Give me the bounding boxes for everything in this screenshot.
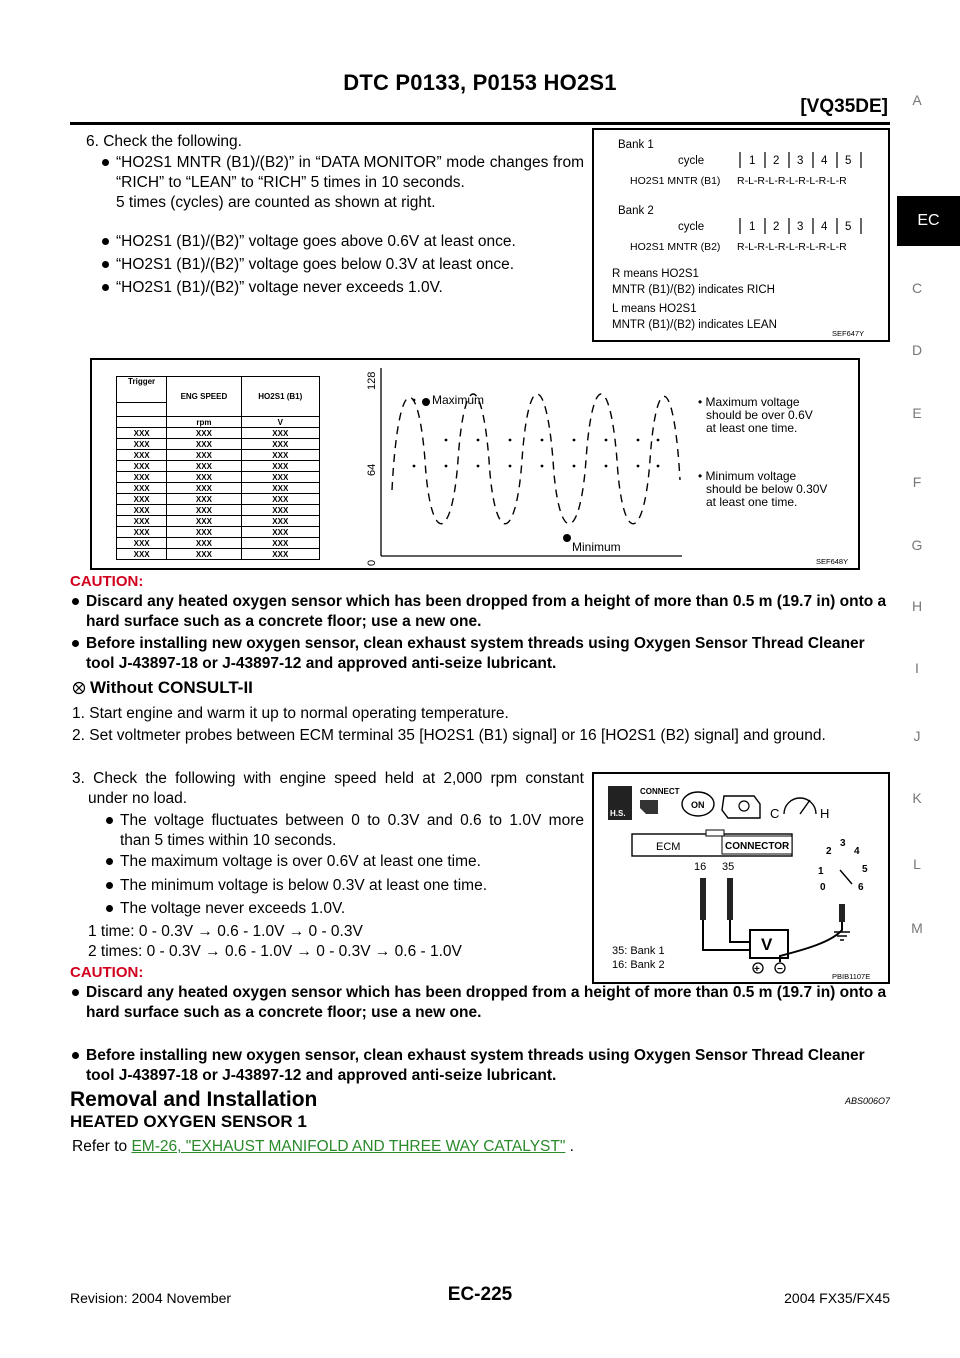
page-number: EC-225 [447,1284,513,1305]
cycle-4-b2: 4 [821,221,828,233]
h-label: H [820,806,830,821]
model: 2004 FX35/FX45 [784,1290,890,1306]
bullet-dot [106,817,113,824]
table-cell: XXX [241,483,319,494]
bullet-dot [102,284,109,291]
axis-tick-64: 64 [366,463,378,476]
index-tab-e[interactable]: E [912,405,922,421]
engine-icon [722,796,760,818]
table-cell: XXX [167,516,241,527]
table-cell: XXX [241,472,319,483]
step-6-bullet: “HO2S1 (B1)/(B2)” voltage goes above 0.6V at least once. [102,232,584,252]
step-1: 1. Start engine and warm it up to normal operating temperature. [72,705,509,722]
cycle-1-b2: 1 [749,221,756,233]
connector-label: CONNECTOR [725,841,790,852]
table-cell: XXX [241,527,319,538]
table-cell: XXX [117,472,167,483]
caution-item: Before installing new oxygen sensor, clean exhaust system threads using Oxygen Sensor Thread Cleaner tool J-43897-18 or J-43897-12 and approved anti-seize lubricant. [72,634,890,674]
connect-label: CONNECT [640,787,680,796]
index-tab-g[interactable]: G [911,537,923,553]
header-rule [70,122,890,125]
cycle-5: 5 [845,155,852,167]
ho2s1-header: HO2S1 (B1) [241,377,319,417]
voltmeter-figure [592,772,890,984]
gauge-1: 1 [818,866,824,877]
bullet-dot [72,640,79,647]
table-cell: XXX [117,538,167,549]
probe-35 [727,878,733,920]
c-label: C [770,806,780,821]
gauge-4: 4 [854,846,860,857]
wave-svg [92,360,858,568]
gauge-6: 6 [858,882,864,893]
minimum-label: Minimum [572,540,621,554]
step-6-bullet: “HO2S1 (B1)/(B2)” voltage goes below 0.3V at least once. [102,255,584,275]
step-2: 2. Set voltmeter probes between ECM terminal 35 [HO2S1 (B1) signal] or 16 [HO2S1 (B2) signal] and ground. [72,727,826,744]
wire-35 [730,920,750,942]
mntr-b2-label: HO2S1 MNTR (B2) [630,241,721,253]
table-cell: XXX [117,428,167,439]
table-cell: XXX [241,549,319,560]
wire-16 [703,920,750,950]
table-cell: XXX [117,450,167,461]
note-min-1: • Minimum voltage [698,469,797,483]
cycle-label: cycle [678,155,705,167]
hs-label: H.S. [610,809,626,818]
section-code: ABS006O7 [844,1096,890,1106]
table-cell: XXX [117,516,167,527]
step-6-intro: 6. Check the following. [86,133,242,150]
caution-label: CAUTION: [70,964,144,981]
probe-16 [700,878,706,920]
connect-icon [640,800,658,814]
mntr-b1-label: HO2S1 MNTR (B1) [630,175,721,187]
table-cell: XXX [167,483,241,494]
table-cell: XXX [167,549,241,560]
ground-wire [780,920,842,962]
mntr-b2-pattern: R-L-R-L-R-L-R-L-R-L-R [737,241,847,253]
temp-gauge-icon [784,798,816,814]
l-note-2: MNTR (B1)/(B2) indicates LEAN [612,319,777,331]
note-max-2: should be over 0.6V [706,408,813,422]
minimum-marker [563,534,571,542]
svg-text:+: + [754,964,760,975]
step-3: 3. Check the following with engine speed held at 2,000 rpm constant under no load. [72,770,584,807]
voltmeter-svg [594,774,888,982]
index-tab-a[interactable]: A [912,92,922,108]
table-cell: XXX [117,439,167,450]
step-3-bullet: The maximum voltage is over 0.6V at least one time. [106,852,584,872]
r-note-1: R means HO2S1 [612,268,699,280]
index-tab-l[interactable]: L [913,856,921,872]
bullet-dot [72,989,79,996]
table-cell: XXX [167,505,241,516]
step-3-bullet: The voltage never exceeds 1.0V. [106,899,584,919]
cycle-1: 1 [749,155,756,167]
step-3-bullet: The minimum voltage is below 0.3V at least one time. [106,876,584,896]
table-cell: XXX [241,516,319,527]
table-cell: XXX [117,527,167,538]
sequence-1: 1 time: 0 - 0.3V → 0.6 - 1.0V → 0 - 0.3V [88,923,363,940]
table-cell: XXX [241,439,319,450]
page-title: DTC P0133, P0153 HO2S1 [343,70,617,95]
table-cell: XXX [117,549,167,560]
index-tab-k[interactable]: K [912,790,922,806]
table-cell: XXX [167,439,241,450]
bank-2-label: Bank 2 [618,205,654,217]
caution-item: Discard any heated oxygen sensor which has been dropped from a height of more than 0.5 m (19.7 in) onto a hard surface such as a concrete floor; use a new one. [72,983,890,1023]
bank-2-terminal: 16: Bank 2 [612,959,665,971]
table-cell: XXX [241,494,319,505]
engine-code: [VQ35DE] [800,96,888,117]
r-note-2: MNTR (B1)/(B2) indicates RICH [612,284,775,296]
note-min-2: should be below 0.30V [706,482,828,496]
trigger-header: Trigger [117,377,167,403]
bullet-dot [106,905,113,912]
cycle-5-b2: 5 [845,221,852,233]
cycle-4: 4 [821,155,828,167]
table-cell: XXX [167,450,241,461]
step-6-bullet: “HO2S1 MNTR (B1)/(B2)” in “DATA MONITOR” mode changes from “RICH” to “LEAN” to “RICH” 5 times in 10 seconds. 5 times (cycles) are counted as shown at right. [102,153,584,213]
unit-v: V [241,417,319,428]
em-26-link[interactable]: EM-26, "EXHAUST MANIFOLD AND THREE WAY CATALYST" [131,1138,566,1155]
without-consult-title: Without CONSULT-II [90,678,253,697]
voltmeter-v-label: V [761,935,773,954]
table-cell: XXX [117,483,167,494]
index-tab-h[interactable]: H [911,598,923,614]
table-cell: XXX [167,472,241,483]
table-cell: XXX [241,450,319,461]
ecm-label: ECM [656,841,681,853]
revision: Revision: 2004 November [70,1290,232,1306]
maximum-marker [422,398,430,406]
note-min-3: at least one time. [706,495,798,509]
gauge-2: 2 [826,846,832,857]
index-tab-c[interactable]: C [911,280,923,296]
bullet-dot [102,261,109,268]
table-cell: XXX [241,538,319,549]
bullet-dot [106,858,113,865]
maximum-label: Maximum [432,393,485,407]
table-cell: XXX [167,461,241,472]
fig2-code: SEF648Y [816,557,849,566]
table-cell: XXX [241,505,319,516]
note-max-1: • Maximum voltage [698,395,800,409]
cycle-2: 2 [773,155,780,167]
axis-tick-0: 0 [366,559,378,566]
pin-35-label: 35 [722,861,735,873]
pin-16-label: 16 [694,861,707,873]
svg-text:−: − [777,964,783,975]
note-max-3: at least one time. [706,421,798,435]
cycle-2-b2: 2 [773,221,780,233]
table-cell: XXX [167,538,241,549]
table-cell: XXX [167,428,241,439]
table-cell: XXX [117,461,167,472]
bank-1-label: Bank 1 [618,139,654,151]
cycle-figure [592,128,890,342]
caution-item: Discard any heated oxygen sensor which has been dropped from a height of more than 0.5 m (19.7 in) onto a hard surface such as a concrete floor; use a new one. [72,592,890,632]
table-cell: XXX [241,428,319,439]
voltage-wave [392,394,680,524]
gauge-3: 3 [840,838,846,849]
index-tab-j[interactable]: J [913,728,921,744]
mntr-b1-pattern: R-L-R-L-R-L-R-L-R-L-R [737,175,847,187]
table-cell: XXX [167,527,241,538]
gauge-0: 0 [820,882,826,893]
table-cell: XXX [167,494,241,505]
cycle-3-b2: 3 [797,221,804,233]
no-tool-icon [72,681,86,695]
index-tab-i[interactable]: I [915,660,919,676]
unit-rpm: rpm [167,417,241,428]
index-tab-m[interactable]: M [911,920,923,936]
cycle-3: 3 [797,155,804,167]
index-tab-d[interactable]: D [911,342,923,358]
bullet-dot [102,238,109,245]
on-label: ON [691,800,705,810]
step-3-bullet: The voltage fluctuates between 0 to 0.3V and 0.6 to 1.0V more than 5 times within 10 seconds. [106,811,584,851]
l-note-1: L means HO2S1 [612,303,697,315]
removal-subtitle: HEATED OXYGEN SENSOR 1 [70,1112,307,1131]
eng-speed-header: ENG SPEED [167,377,241,417]
voltage-wave-figure [90,358,860,570]
cycle-label-b2: cycle [678,221,705,233]
gauge-5: 5 [862,864,868,875]
gauge-needle [840,870,852,884]
removal-title: Removal and Installation [70,1088,318,1111]
fig3-code: PBIB1107E [832,972,871,981]
bank-1-terminal: 35: Bank 1 [612,945,665,957]
caution-item: Before installing new oxygen sensor, clean exhaust system threads using Oxygen Sensor Thread Cleaner tool J-43897-18 or J-43897-12 and approved anti-seize lubricant. [72,1046,890,1086]
caution-label: CAUTION: [70,573,144,590]
bullet-dot [72,598,79,605]
table-cell: XXX [241,461,319,472]
axis-tick-128: 128 [366,371,378,390]
refer-line: Refer to EM-26, "EXHAUST MANIFOLD AND THREE WAY CATALYST" . [72,1138,574,1155]
table-cell: XXX [117,505,167,516]
bullet-dot [72,1052,79,1059]
table-cell: XXX [117,494,167,505]
index-tab-ec-active[interactable]: EC [897,196,960,246]
bullet-dot [106,882,113,889]
bullet-dot [102,159,109,166]
sequence-2: 2 times: 0 - 0.3V → 0.6 - 1.0V → 0 - 0.3V → 0.6 - 1.0V [88,943,462,960]
fig1-code: SEF647Y [832,329,865,338]
step-6-bullet: “HO2S1 (B1)/(B2)” voltage never exceeds 1.0V. [102,278,584,298]
cycle-figure-svg [594,130,888,340]
index-tab-f[interactable]: F [912,474,922,490]
